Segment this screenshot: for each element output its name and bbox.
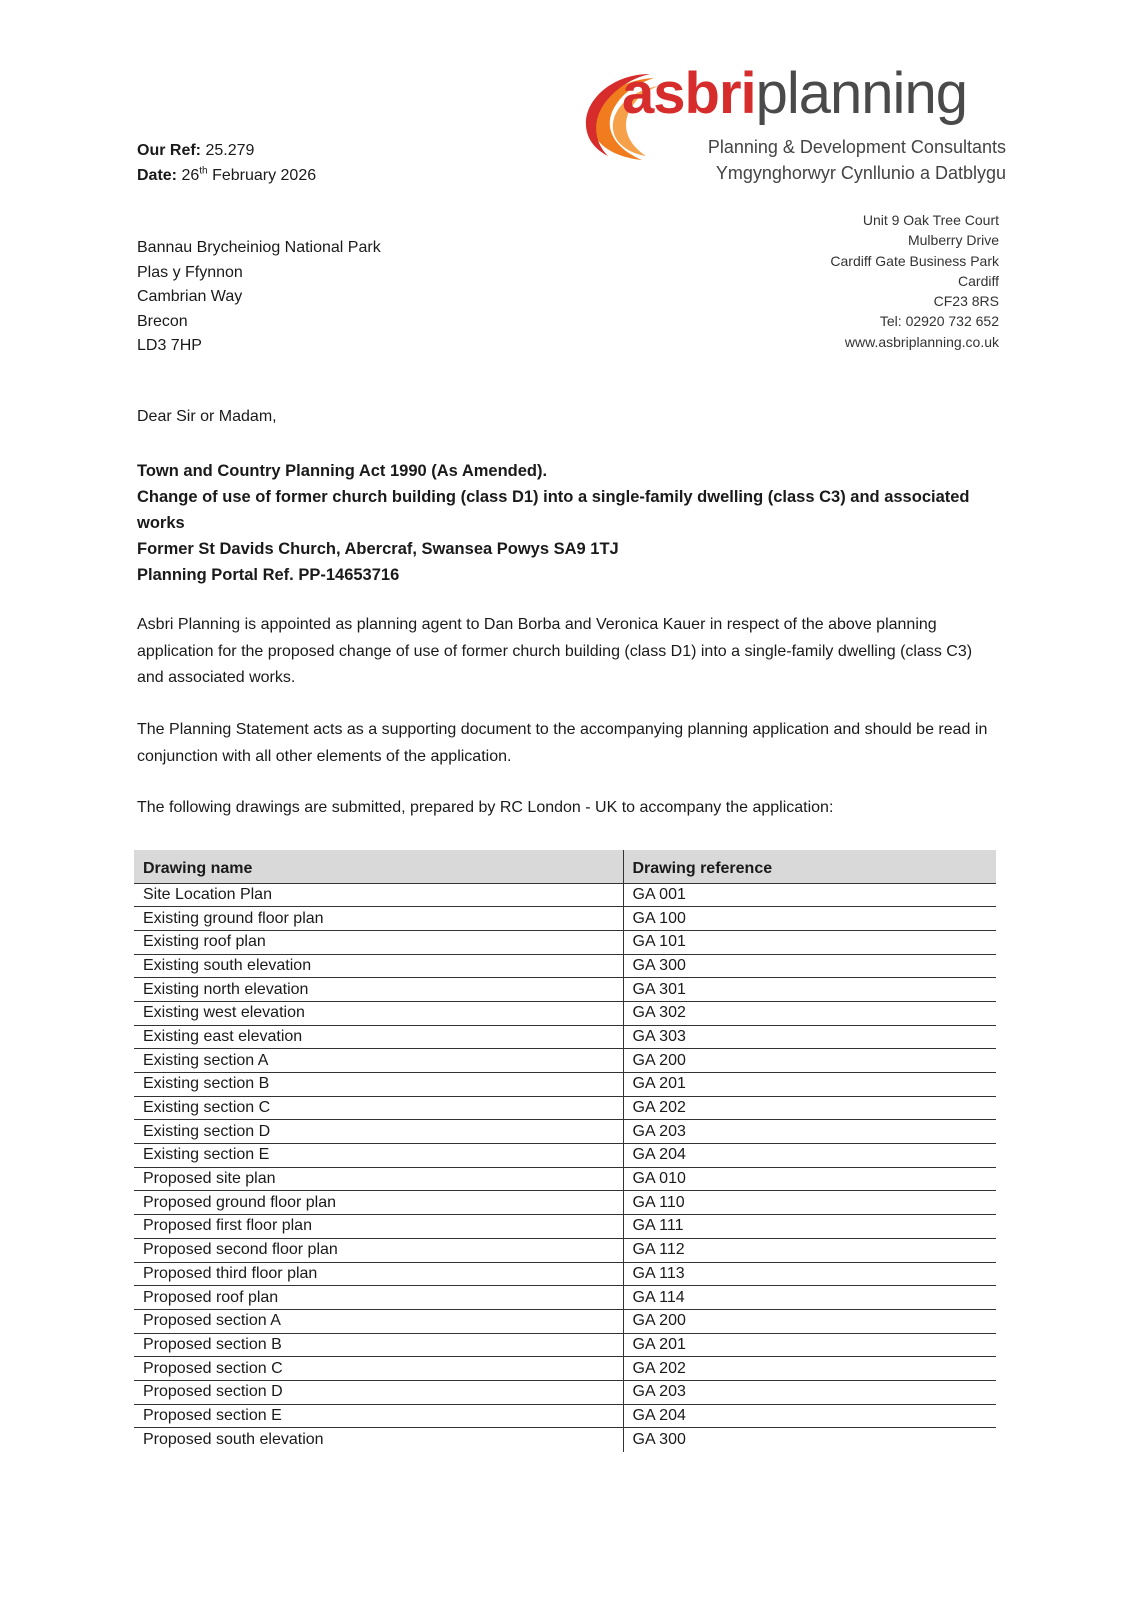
table-row [134,1333,996,1357]
sender-line: Mulberry Drive [907,232,999,249]
drawing-reference-cell: GA 302 [623,1001,996,1025]
drawing-reference-cell: GA 204 [623,1144,996,1168]
sender-line: Cardiff Gate Business Park [830,252,999,269]
salutation: Dear Sir or Madam, [137,408,277,425]
recipient-address [137,236,381,359]
drawing-reference-cell: GA 200 [623,1049,996,1073]
drawing-name-cell: Existing section C [134,1096,623,1120]
sender-line: CF23 8RS [933,293,999,310]
recipient-line: Brecon [137,312,188,330]
tagline-english: Planning & Development Consultants [707,137,1006,157]
drawing-reference-cell: GA 114 [623,1286,996,1310]
body-paragraph-3: The following drawings are submitted, prepared by RC London - UK to accompany the application: [137,799,834,816]
drawing-reference-cell: GA 010 [623,1167,996,1191]
recipient-line: Cambrian Way [137,288,243,305]
table-row [134,1049,996,1073]
table-row [134,1167,996,1191]
drawing-name-cell: Proposed section E [134,1404,623,1428]
sender-address [830,210,999,352]
table-row [134,1073,996,1097]
drawing-reference-cell: GA 113 [623,1262,996,1286]
table-row [134,1001,996,1025]
date-suffix: th [199,165,208,177]
recipient-line: Bannau Brycheiniog National Park [137,239,381,256]
table-row [134,954,996,978]
our-ref-label: Our Ref: [137,142,201,159]
drawing-reference-cell: GA 200 [623,1309,996,1333]
our-ref-line [137,138,316,163]
drawing-name-cell: Site Location Plan [134,883,623,907]
drawing-reference-cell: GA 201 [623,1073,996,1097]
drawing-name-cell: Proposed section D [134,1380,623,1404]
drawing-reference-cell: GA 111 [623,1215,996,1239]
column-header-drawing-name: Drawing name [134,850,623,883]
drawing-name-cell: Existing section E [134,1144,623,1168]
heading-act: Town and Country Planning Act 1990 (As Amended). [137,462,548,480]
table-row [134,1380,996,1404]
drawing-reference-cell: GA 202 [623,1357,996,1381]
table-row [134,1144,996,1168]
letter-heading [137,458,997,588]
company-tagline [708,134,1006,186]
sender-website: www.asbriplanning.co.uk [844,333,999,350]
table-row [134,1428,996,1452]
drawing-name-cell: Proposed roof plan [134,1286,623,1310]
table-row [134,930,996,954]
table-row [134,1025,996,1049]
drawing-reference-cell: GA 112 [623,1238,996,1262]
drawings-table [134,850,996,1452]
drawing-name-cell: Existing south elevation [134,954,623,978]
our-ref-value: 25.279 [205,142,255,159]
drawing-name-cell: Proposed site plan [134,1167,623,1191]
drawing-name-cell: Existing east elevation [134,1025,623,1049]
date-day: 26 [181,167,200,184]
table-row [134,883,996,907]
drawing-reference-cell: GA 300 [632,1430,686,1448]
heading-proposal: Change of use of former church building (class D1) into a single-family dwelling (class C3) and associated works [137,488,970,532]
table-row [134,1309,996,1333]
drawing-name-cell: Proposed third floor plan [134,1262,623,1286]
table-row [134,1096,996,1120]
date-label: Date: [137,167,178,184]
recipient-line: Plas y Ffynnon [137,263,243,281]
drawing-name-cell: Proposed second floor plan [134,1238,623,1262]
drawing-reference-cell: GA 001 [623,883,996,907]
logo-wordmark [622,62,967,126]
table-row [134,1215,996,1239]
drawing-name-cell: Proposed ground floor plan [134,1191,623,1215]
logo-text-asbri: asbri [622,61,756,126]
date-line [137,163,316,188]
drawing-reference-cell: GA 101 [623,930,996,954]
drawing-reference-cell: GA 300 [623,954,996,978]
date-rest: February 2026 [212,167,317,184]
heading-site-address: Former St Davids Church, Abercraf, Swansea Powys SA9 1TJ [137,540,619,558]
drawing-reference-cell: GA 110 [623,1191,996,1215]
drawing-reference-cell: GA 203 [623,1120,996,1144]
drawing-reference-cell: GA 204 [623,1404,996,1428]
table-row [134,978,996,1002]
table-header-row [134,850,996,883]
table-row [134,1191,996,1215]
tagline-welsh: Ymgynghorwyr Cynllunio a Datblygu [715,163,1006,183]
drawing-name-cell: Existing ground floor plan [134,907,623,931]
drawing-name-cell: Existing section A [134,1049,623,1073]
drawing-name-cell: Proposed section B [134,1333,623,1357]
drawing-reference-cell: GA 201 [623,1333,996,1357]
drawing-name-cell: Existing section D [134,1120,623,1144]
drawing-name-cell: Existing west elevation [134,1001,623,1025]
drawing-reference-cell: GA 100 [623,907,996,931]
table-row [134,1262,996,1286]
sender-line: Unit 9 Oak Tree Court [862,212,999,228]
drawing-reference-cell: GA 203 [623,1380,996,1404]
table-row [134,1357,996,1381]
drawing-name-cell: Proposed section A [134,1309,623,1333]
drawing-name-cell: Proposed first floor plan [134,1215,623,1239]
sender-phone: Tel: 02920 732 652 [879,313,999,330]
heading-portal-ref: Planning Portal Ref. PP-14653716 [137,566,400,584]
drawing-name-cell: Proposed south elevation [134,1428,623,1452]
body-paragraph-1: Asbri Planning is appointed as planning agent to Dan Borba and Veronica Kauer in respect of the above planning application for the proposed change of use of former church building (class D1) into a single-family dwelling (class C3) and associated works. [137,616,973,686]
drawing-name-cell: Proposed section C [134,1357,623,1381]
reference-block [137,138,316,188]
drawing-reference-cell: GA 303 [623,1025,996,1049]
drawing-name-cell: Existing north elevation [134,978,623,1002]
table-row [134,1404,996,1428]
drawing-reference-cell: GA 301 [623,978,996,1002]
column-header-drawing-reference: Drawing reference [623,850,996,883]
body-paragraph-2: The Planning Statement acts as a supporting document to the accompanying planning application and should be read in conjunction with all other elements of the application. [137,721,988,765]
table-row [134,907,996,931]
recipient-line: LD3 7HP [137,337,202,354]
drawing-name-cell: Existing section B [134,1073,623,1097]
drawing-name-cell: Existing roof plan [134,930,623,954]
sender-line: Cardiff [958,272,999,289]
logo-text-planning: planning [755,61,967,126]
drawing-reference-cell: GA 202 [623,1096,996,1120]
table-row [134,1286,996,1310]
table-row [134,1120,996,1144]
table-row [134,1238,996,1262]
